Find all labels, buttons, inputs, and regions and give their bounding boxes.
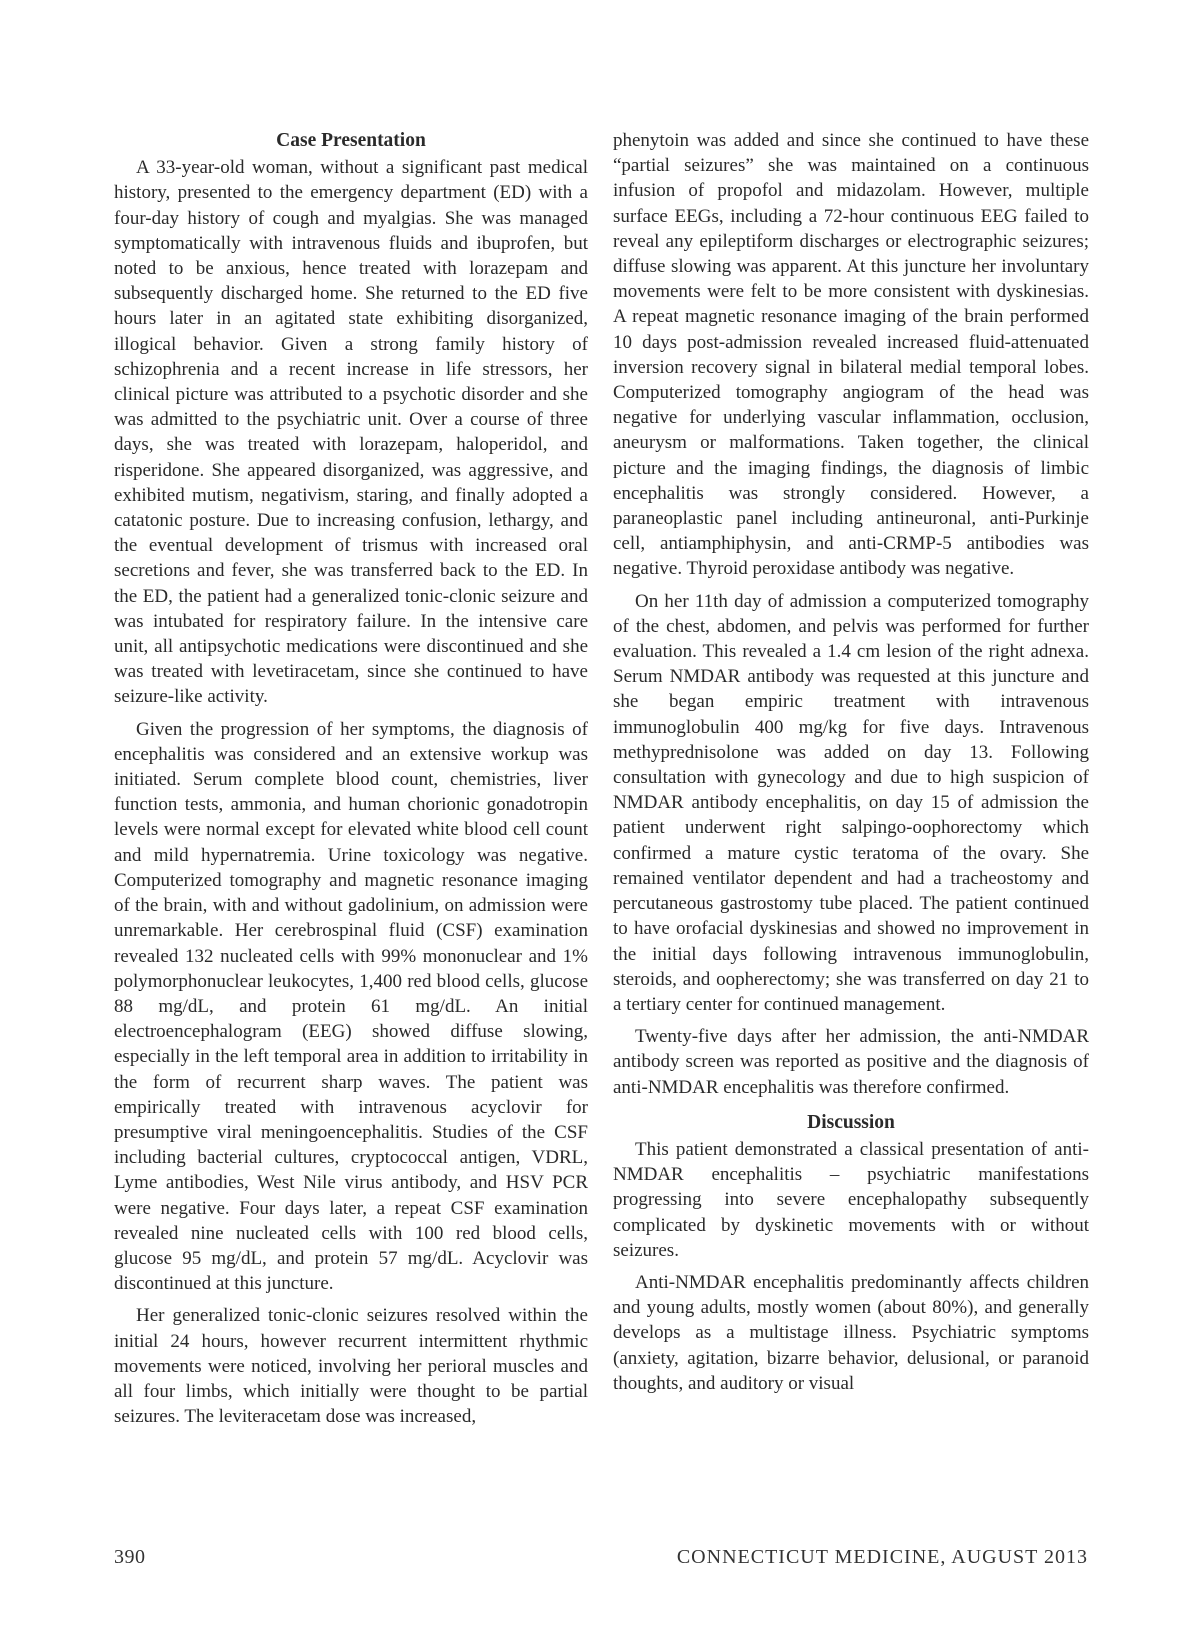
paragraph: Her generalized tonic-clonic seizures resolved within the initial 24 hours, however recurrent intermittent rhythmic movements were noticed, involving her perioral muscles and all four limbs, which initially were thought to be partial seizures. The leviteracetam dose was increased, (114, 1305, 588, 1428)
page-number: 390 (114, 1546, 146, 1568)
case-presentation-heading: Case Presentation (276, 130, 426, 151)
paragraph: Anti-NMDAR encephalitis predominantly affects children and young adults, mostly women (about 80%), and generally develops as a multistage illness. Psychiatric symptoms (anxiety, agitation, bizarre behavior, delusional, or paranoid thoughts, and auditory or visual (613, 1271, 1089, 1394)
paragraph: On her 11th day of admission a computerized tomography of the chest, abdomen, and pelvis was performed for further evaluation. This revealed a 1.4 cm lesion of the right adnexa. Serum NMDAR antibody was requested at this juncture and she began empiric treatment with intravenous immunoglobulin 400 mg/kg for five days. Intravenous methyprednisolone was added on day 13. Following consultation with gynecology and due to high suspicion of NMDAR antibody encephalitis, on day 15 of admission the patient underwent right salpingo-oophorectomy which confirmed a mature cystic teratoma of the ovary. She remained ventilator dependent and had a tracheostomy and percutaneous gastrostomy tube placed. The patient continued to have orofacial dyskinesias and showed no improvement in the initial days following intravenous immunoglobulin, steroids, and oopherectomy; she was transferred on day 21 to a tertiary center for continued management. (613, 590, 1089, 1015)
discussion-heading: Discussion (807, 1111, 895, 1133)
right-column (613, 128, 1089, 1403)
paragraph: This patient demonstrated a classical presentation of anti-NMDAR encephalitis – psychiatric manifestations progressing into severe encephalopathy subsequently complicated by dyskinetic movements with or without seizures. (613, 1138, 1089, 1261)
paragraph: Twenty-five days after her admission, the anti-NMDAR antibody screen was reported as positive and the diagnosis of anti-NMDAR encephalitis was therefore confirmed. (613, 1026, 1089, 1098)
journal-footer: CONNECTICUT MEDICINE, AUGUST 2013 (676, 1546, 1088, 1568)
paragraph: A 33-year-old woman, without a significant past medical history, presented to the emergency department (ED) with a four-day history of cough and myalgias. She was managed symptomatically with intravenous fluids and ibuprofen, but noted to be anxious, hence treated with lorazepam and subsequently discharged home. She returned to the ED five hours later in an agitated state exhibiting disorganized, illogical behavior. Given a strong family history of schizophrenia and a recent increase in life stressors, her clinical picture was attributed to a psychotic disorder and she was admitted to the psychiatric unit. Over a course of three days, she was treated with lorazepam, haloperidol, and risperidone. She appeared disorganized, was aggressive, and exhibited mutism, negativism, staring, and finally adopted a catatonic posture. Due to increasing confusion, lethargy, and the eventual development of trismus with increased oral secretions and fever, she was transferred back to the ED. In the ED, the patient had a generalized tonic-clonic seizure and was intubated for respiratory failure. In the intensive care unit, all antipsychotic medications were discontinued and she was treated with levetiracetam, since she continued to have seizure-like activity. (114, 157, 588, 708)
paragraph: phenytoin was added and since she continued to have these “partial seizures” she was maintained on a continuous infusion of propofol and midazolam. However, multiple surface EEGs, including a 72-hour continuous EEG failed to reveal any epileptiform discharges or electrographic seizures; diffuse slowing was apparent. At this juncture her involuntary movements were felt to be more consistent with dyskinesias. A repeat magnetic resonance imaging of the brain performed 10 days post-admission revealed increased fluid-attenuated inversion recovery signal in bilateral medial temporal lobes. Computerized tomography angiogram of the head was negative for underlying vascular inflammation, occlusion, aneurysm or malformations. Taken together, the clinical picture and the imaging findings, the diagnosis of limbic encephalitis was strongly considered. However, a paraneoplastic panel including antineuronal, anti-Purkinje cell, antiamphiphysin, and anti-CRMP-5 antibodies was negative. Thyroid peroxidase antibody was negative. (613, 130, 1089, 580)
paragraph: Given the progression of her symptoms, the diagnosis of encephalitis was considered and an extensive workup was initiated. Serum complete blood count, chemistries, liver function tests, ammonia, and human chorionic gonadotropin levels were normal except for elevated white blood cell count and mild hypernatremia. Urine toxicology was negative. Computerized tomography and magnetic resonance imaging of the brain, with and without gadolinium, on admission were unremarkable. Her cerebrospinal fluid (CSF) examination revealed 132 nucleated cells with 99% mononuclear and 1% polymorphonuclear leukocytes, 1,400 red blood cells, glucose 88 mg/dL, and protein 61 mg/dL. An initial electroencephalogram (EEG) showed diffuse slowing, especially in the left temporal area in addition to irritability in the form of recurrent sharp waves. The patient was empirically treated with intravenous acyclovir for presumptive viral meningoencephalitis. Studies of the CSF including bacterial cultures, cryptococcal antigen, VDRL, Lyme antibodies, West Nile virus antibody, and HSV PCR were negative. Four days later, a repeat CSF examination revealed nine nucleated cells with 100 red blood cells, glucose 95 mg/dL, and protein 57 mg/dL. Acyclovir was discontinued at this juncture. (114, 718, 588, 1295)
left-column (114, 128, 588, 1436)
